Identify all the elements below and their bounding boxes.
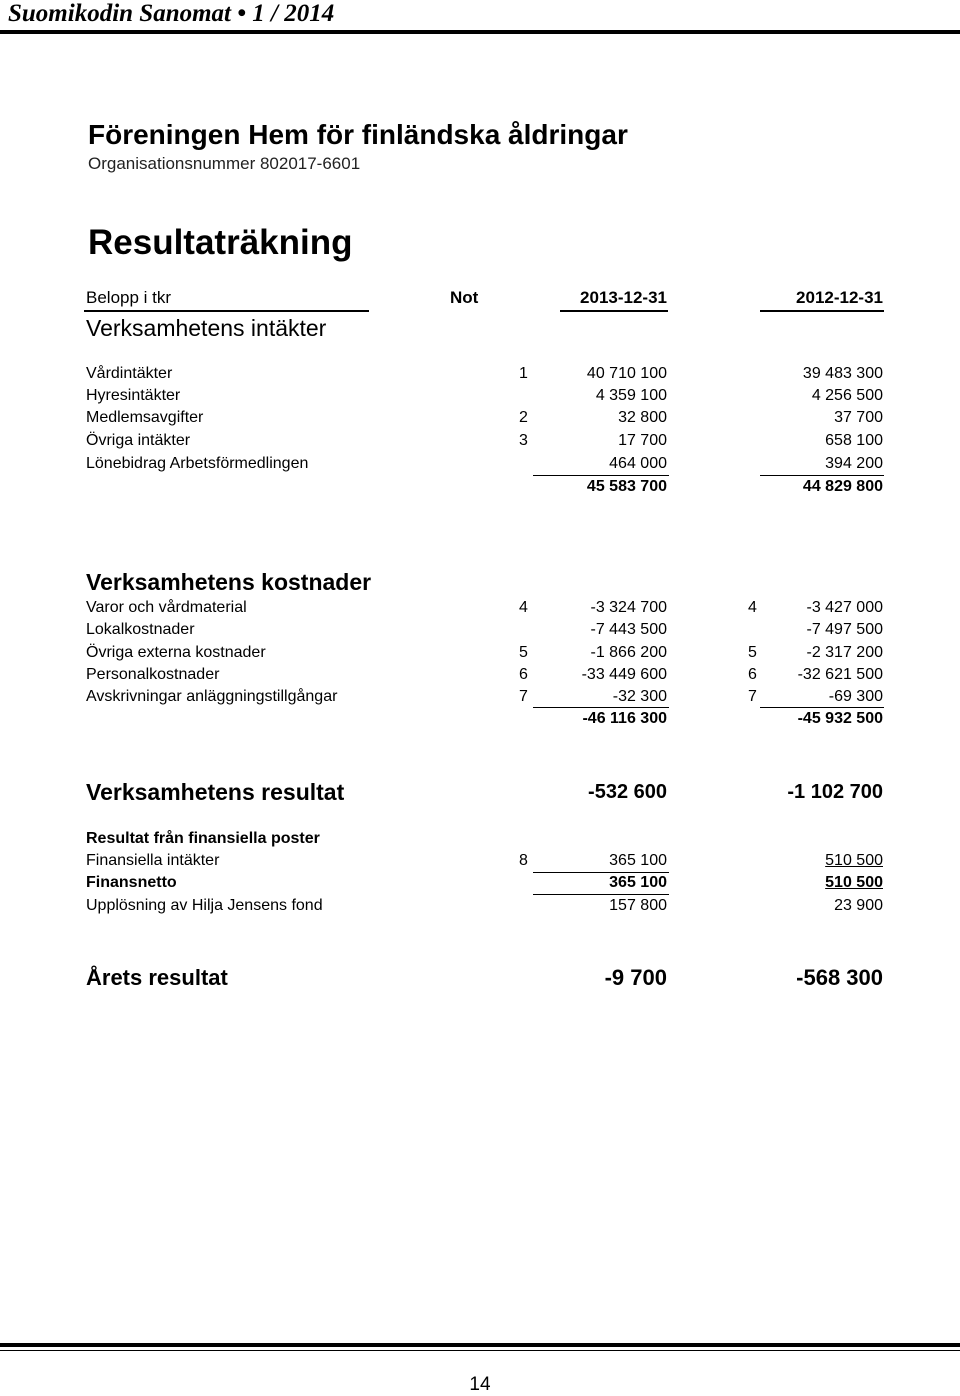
cost-row-note-2013: 5 bbox=[519, 644, 528, 661]
fund-release-2013: 157 800 bbox=[609, 897, 667, 914]
income-row-label: Medlemsavgifter bbox=[86, 409, 204, 426]
cost-row-2013: -32 300 bbox=[612, 688, 667, 705]
year-result-2013: -9 700 bbox=[604, 965, 667, 990]
income-row-2012: 658 100 bbox=[825, 432, 883, 449]
cost-row-note-2013: 6 bbox=[519, 666, 528, 683]
income-subtotal-rule-2012 bbox=[760, 475, 884, 476]
cost-row-2013: -3 324 700 bbox=[590, 599, 667, 616]
financial-income-note: 8 bbox=[519, 852, 528, 869]
masthead-rule bbox=[0, 30, 960, 34]
income-row-2013: 40 710 100 bbox=[586, 365, 667, 382]
document-title: Resultaträkning bbox=[88, 223, 353, 262]
income-row-2012: 4 256 500 bbox=[811, 387, 883, 404]
financial-income-label: Finansiella intäkter bbox=[86, 852, 220, 869]
income-subtotal-rule-2013 bbox=[533, 475, 669, 476]
costs-subtotal-rule-2013 bbox=[533, 707, 669, 708]
header-rule-mid bbox=[560, 310, 668, 312]
fund-release-label: Upplösning av Hilja Jensens fond bbox=[86, 897, 323, 914]
header-rule-right bbox=[760, 310, 884, 312]
financial-net-label: Finansnetto bbox=[86, 874, 177, 891]
cost-row-2012: -2 317 200 bbox=[806, 644, 883, 661]
income-section-title: Verksamhetens intäkter bbox=[86, 315, 327, 341]
income-row-2013: 464 000 bbox=[609, 455, 667, 472]
operating-result-2012: -1 102 700 bbox=[787, 781, 883, 803]
income-row-label: Hyresintäkter bbox=[86, 387, 181, 404]
footer-rule-thin bbox=[0, 1350, 960, 1351]
cost-row-2013: -7 443 500 bbox=[590, 621, 667, 638]
masthead: Suomikodin Sanomat • 1 / 2014 bbox=[8, 0, 335, 27]
cost-row-label: Avskrivningar anläggningstillgångar bbox=[86, 688, 338, 705]
financial-section-title: Resultat från finansiella poster bbox=[86, 830, 320, 847]
cost-row-label: Personalkostnader bbox=[86, 666, 220, 683]
operating-result-2013: -532 600 bbox=[588, 781, 667, 803]
income-row-2012: 39 483 300 bbox=[802, 365, 883, 382]
cost-row-note-2012: 7 bbox=[748, 688, 757, 705]
income-row-2012: 37 700 bbox=[834, 409, 883, 426]
fund-release-2012: 23 900 bbox=[834, 897, 883, 914]
cost-row-2013: -1 866 200 bbox=[590, 644, 667, 661]
financial-net-2013: 365 100 bbox=[609, 874, 667, 891]
cost-row-note-2012: 6 bbox=[748, 666, 757, 683]
cost-row-label: Varor och vårdmaterial bbox=[86, 599, 247, 616]
year-result-title: Årets resultat bbox=[86, 965, 228, 990]
organization-number: Organisationsnummer 802017-6601 bbox=[88, 154, 361, 173]
cost-row-note-2012: 4 bbox=[748, 599, 757, 616]
cost-row-2012: -32 621 500 bbox=[797, 666, 883, 683]
costs-subtotal-rule-2012 bbox=[760, 707, 884, 708]
header-year-2013: 2013-12-31 bbox=[580, 288, 667, 307]
costs-total-2012: -45 932 500 bbox=[797, 710, 883, 727]
income-row-note: 3 bbox=[519, 432, 528, 449]
income-total-2012: 44 829 800 bbox=[802, 478, 883, 495]
year-result-2012: -568 300 bbox=[796, 965, 883, 990]
cost-row-note-2012: 5 bbox=[748, 644, 757, 661]
operating-result-title: Verksamhetens resultat bbox=[86, 779, 345, 805]
income-row-label: Vårdintäkter bbox=[86, 365, 173, 382]
income-row-2013: 32 800 bbox=[618, 409, 667, 426]
income-row-2013: 17 700 bbox=[618, 432, 667, 449]
financial-net-2012: 510 500 bbox=[825, 874, 883, 891]
income-row-2012: 394 200 bbox=[825, 455, 883, 472]
cost-row-note-2013: 4 bbox=[519, 599, 528, 616]
financial-net-rule-2013 bbox=[533, 894, 669, 895]
header-amount-label: Belopp i tkr bbox=[86, 288, 172, 307]
cost-row-label: Lokalkostnader bbox=[86, 621, 195, 638]
header-year-2012: 2012-12-31 bbox=[796, 288, 883, 307]
cost-row-2012: -69 300 bbox=[828, 688, 883, 705]
cost-row-label: Övriga externa kostnader bbox=[86, 644, 266, 661]
page-number: 14 bbox=[469, 1374, 491, 1395]
header-rule-left bbox=[84, 310, 369, 312]
financial-income-2013: 365 100 bbox=[609, 852, 667, 869]
income-row-label: Övriga intäkter bbox=[86, 432, 191, 449]
income-row-note: 2 bbox=[519, 409, 528, 426]
costs-total-2013: -46 116 300 bbox=[582, 710, 667, 727]
income-total-2013: 45 583 700 bbox=[586, 478, 667, 495]
financial-income-2012: 510 500 bbox=[825, 852, 883, 869]
income-row-note: 1 bbox=[519, 365, 528, 382]
cost-row-2013: -33 449 600 bbox=[581, 666, 667, 683]
costs-section-title: Verksamhetens kostnader bbox=[86, 569, 372, 595]
cost-row-note-2013: 7 bbox=[519, 688, 528, 705]
income-row-2013: 4 359 100 bbox=[595, 387, 667, 404]
cost-row-2012: -7 497 500 bbox=[806, 621, 883, 638]
organization-name: Föreningen Hem för finländska åldringar bbox=[88, 119, 628, 150]
cost-row-2012: -3 427 000 bbox=[806, 599, 883, 616]
footer-rule-thick bbox=[0, 1343, 960, 1347]
header-note: Not bbox=[450, 288, 479, 307]
income-row-label: Lönebidrag Arbetsförmedlingen bbox=[86, 455, 309, 472]
